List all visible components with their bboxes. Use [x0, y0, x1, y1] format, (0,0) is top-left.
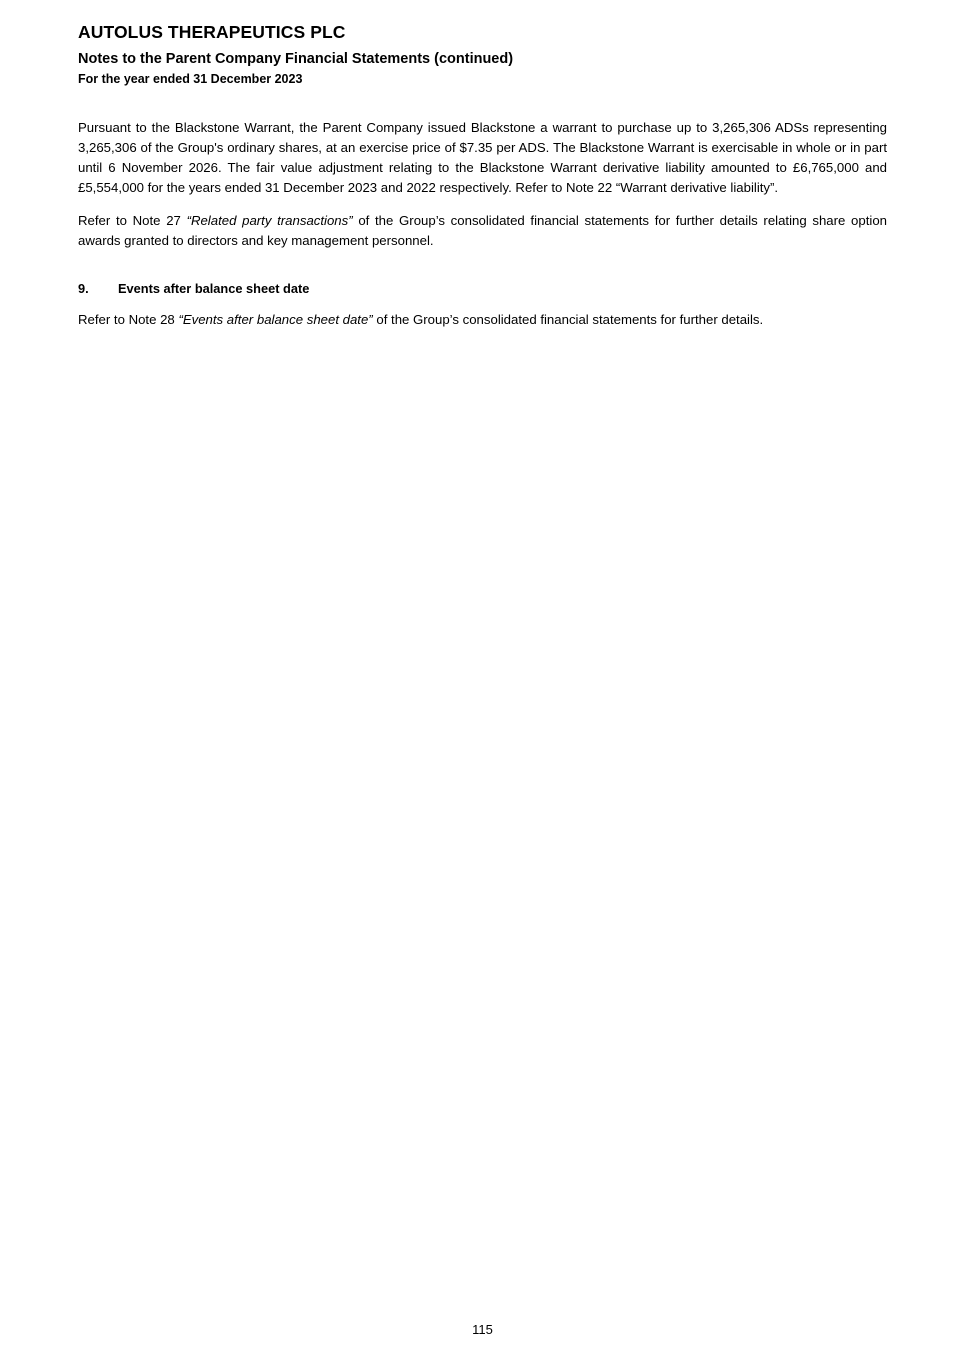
paragraph-related-party-text-1: Refer to Note 27: [78, 213, 187, 228]
document-subtitle: Notes to the Parent Company Financial Statements (continued): [78, 51, 514, 67]
paragraph-related-party-text-2: of the Group’s consolidated financial statements for further details relating share option awards granted to directors and key management personnel.: [78, 213, 887, 249]
section-title: Events after balance sheet date: [118, 281, 310, 297]
paragraph-events-note-title: “Events after balance sheet date”: [178, 312, 373, 328]
section-heading-events-after-balance-sheet-date: [78, 281, 887, 296]
company-title: AUTOLUS THERAPEUTICS PLC: [78, 22, 346, 42]
paragraph-events-text-2: of the Group’s consolidated financial statements for further details.: [372, 312, 764, 328]
paragraph-related-party-note-title: “Related party transactions”: [186, 213, 353, 228]
paragraph-events-after-balance-sheet-date: [78, 310, 887, 330]
document-period: For the year ended 31 December 2023: [78, 72, 303, 87]
body-content: [78, 118, 887, 251]
paragraph-blackstone-warrant: Pursuant to the Blackstone Warrant, the Parent Company issued Blackstone a warrant to purchase up to 3,265,306 ADSs representing 3,265,306 of the Group's ordinary shares, at an exercise price of $7.35 per ADS. The Blackstone Warrant is exercisable in whole or in part until 6 November 2026. The fair value adjustment relating to the Blackstone Warrant derivative liability amounted to £6,765,000 and £5,554,000 for the years ended 31 December 2023 and 2022 respectively. Refer to Note 22 “Warrant derivative liability”.: [78, 119, 887, 195]
section-number: 9.: [78, 281, 89, 297]
page-number: 115: [472, 1322, 493, 1337]
paragraph-events-text-1: Refer to Note 28: [78, 312, 179, 328]
paragraph-related-party: [78, 211, 887, 251]
